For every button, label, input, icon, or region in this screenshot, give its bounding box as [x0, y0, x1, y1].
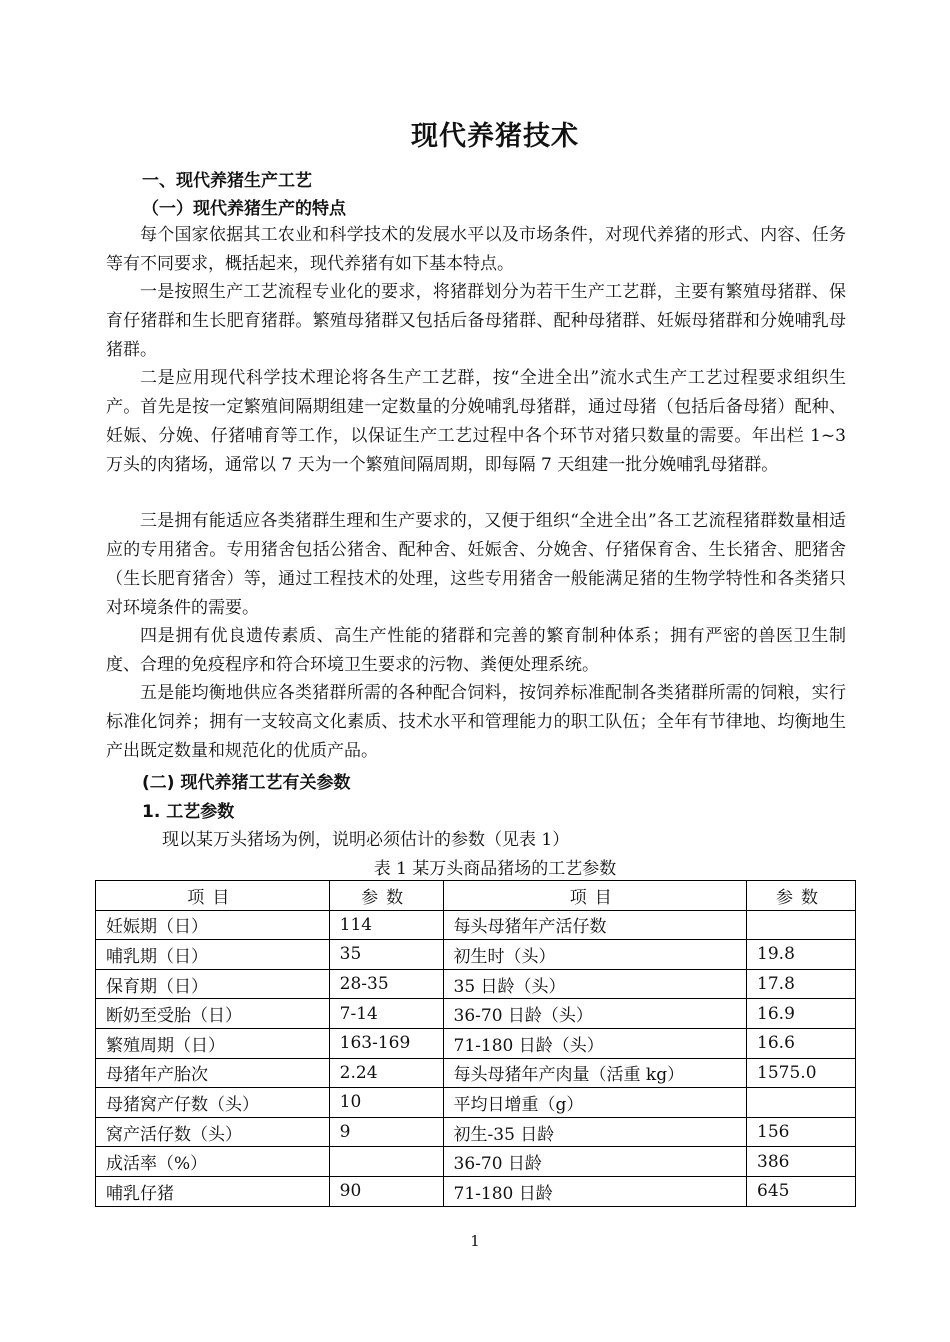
table-cell — [747, 1088, 856, 1118]
table-row — [96, 1117, 856, 1147]
page-number: 1 — [470, 1232, 480, 1250]
table-cell: 71-180 日龄（头） — [443, 1028, 747, 1058]
table-row — [96, 1088, 856, 1118]
table-cell: 妊娠期（日） — [96, 910, 330, 940]
table-cell: 每头母猪年产肉量（活重 kg） — [443, 1058, 747, 1088]
table-row — [96, 1028, 856, 1058]
table-cell: 每头母猪年产活仔数 — [443, 910, 747, 940]
table-row — [96, 1058, 856, 1088]
table-cell: 初生-35 日龄 — [443, 1117, 747, 1147]
table-row — [96, 969, 856, 999]
table-intro: 现以某万头猪场为例，说明必须估计的参数（见表 1） — [162, 830, 570, 850]
paragraph: 一是按照生产工艺流程专业化的要求，将猪群划分为若干生产工艺群，主要有繁殖母猪群、保育仔猪群和生长肥育猪群。繁殖母猪群又包括后备母猪群、配种母猪群、妊娠母猪群和分娩哺乳母猪群。 — [106, 282, 846, 360]
table-row — [96, 910, 856, 940]
table-cell: 母猪窝产仔数（头） — [96, 1088, 330, 1118]
parameters-table — [95, 880, 856, 1207]
paragraph: 每个国家依据其工农业和科学技术的发展水平以及市场条件，对现代养猪的形式、内容、任务等有不同要求，概括起来，现代养猪有如下基本特点。 — [106, 225, 846, 274]
table-cell: 35 日龄（头） — [443, 969, 747, 999]
table-cell: 90 — [329, 1176, 443, 1206]
table-cell: 156 — [747, 1117, 856, 1147]
paragraph: 四是拥有优良遗传素质、高生产性能的猪群和完善的繁育制种体系；拥有严密的兽医卫生制度、合理的免疫程序和符合环境卫生要求的污物、粪便处理系统。 — [106, 626, 846, 675]
table-row — [96, 1147, 856, 1177]
subsection-heading: （一）现代养猪生产的特点 — [142, 199, 346, 219]
table-cell: 114 — [329, 910, 443, 940]
table-cell: 窝产活仔数（头） — [96, 1117, 330, 1147]
table-cell — [747, 910, 856, 940]
table-header-row — [96, 881, 856, 911]
table-cell: 645 — [747, 1176, 856, 1206]
subsection-heading: (二) 现代养猪工艺有关参数 — [142, 773, 351, 793]
column-header: 参数 — [329, 881, 443, 911]
column-header: 参数 — [747, 881, 856, 911]
table-row — [96, 940, 856, 970]
table-cell: 成活率（%） — [96, 1147, 330, 1177]
table-cell: 哺乳仔猪 — [96, 1176, 330, 1206]
table-cell: 哺乳期（日） — [96, 940, 330, 970]
table-cell: 35 — [329, 940, 443, 970]
table-cell: 16.9 — [747, 999, 856, 1029]
section-heading: 一、现代养猪生产工艺 — [142, 171, 312, 191]
table-cell: 19.8 — [747, 940, 856, 970]
table-cell: 17.8 — [747, 969, 856, 999]
subsubsection-heading: 1. 工艺参数 — [142, 802, 235, 822]
paragraph: 五是能均衡地供应各类猪群所需的各种配合饲料，按饲养标准配制各类猪群所需的饲粮，实行标准化饲养；拥有一支较高文化素质、技术水平和管理能力的职工队伍；全年有节律地、均衡地生产出既定数量和规范化的优质产品。 — [106, 683, 846, 761]
paragraph: 二是应用现代科学技术理论将各生产工艺群，按“全进全出”流水式生产工艺过程要求组织生产。首先是按一定繁殖间隔期组建一定数量的分娩哺乳母猪群，通过母猪（包括后备母猪）配种、妊娠、分娩、仔猪哺育等工作，以保证生产工艺过程中各个环节对猪只数量的需要。年出栏 1~3 万头的肉猪场，通常以 7 天为一个繁殖间隔周期，即每隔 7 天组建一批分娩哺乳母猪群。 — [106, 368, 846, 475]
table-cell: 2.24 — [329, 1058, 443, 1088]
page-title: 现代养猪技术 — [411, 121, 579, 152]
table-cell: 10 — [329, 1088, 443, 1118]
table-cell: 28-35 — [329, 969, 443, 999]
table-row — [96, 1176, 856, 1206]
table-caption: 表 1 某万头商品猪场的工艺参数 — [373, 859, 617, 879]
table-cell: 繁殖周期（日） — [96, 1028, 330, 1058]
table-cell: 断奶至受胎（日） — [96, 999, 330, 1029]
table-cell: 7-14 — [329, 999, 443, 1029]
table-cell: 1575.0 — [747, 1058, 856, 1088]
table-cell: 36-70 日龄（头） — [443, 999, 747, 1029]
table-cell: 平均日增重（g） — [443, 1088, 747, 1118]
table-row — [96, 999, 856, 1029]
table-cell: 9 — [329, 1117, 443, 1147]
column-header: 项目 — [443, 881, 747, 911]
table-cell: 16.6 — [747, 1028, 856, 1058]
table-cell: 初生时（头） — [443, 940, 747, 970]
table-cell — [329, 1147, 443, 1177]
table-cell: 保育期（日） — [96, 969, 330, 999]
table-cell: 71-180 日龄 — [443, 1176, 747, 1206]
paragraph: 三是拥有能适应各类猪群生理和生产要求的，又便于组织“全进全出”各工艺流程猪群数量相适应的专用猪舍。专用猪舍包括公猪舍、配种舍、妊娠舍、分娩舍、仔猪保育舍、生长猪舍、肥猪舍（生长肥育猪舍）等，通过工程技术的处理，这些专用猪舍一般能满足猪的生物学特性和各类猪只对环境条件的需要。 — [106, 511, 846, 618]
table-cell: 386 — [747, 1147, 856, 1177]
table-cell: 36-70 日龄 — [443, 1147, 747, 1177]
column-header: 项目 — [96, 881, 330, 911]
table-cell: 163-169 — [329, 1028, 443, 1058]
table-cell: 母猪年产胎次 — [96, 1058, 330, 1088]
